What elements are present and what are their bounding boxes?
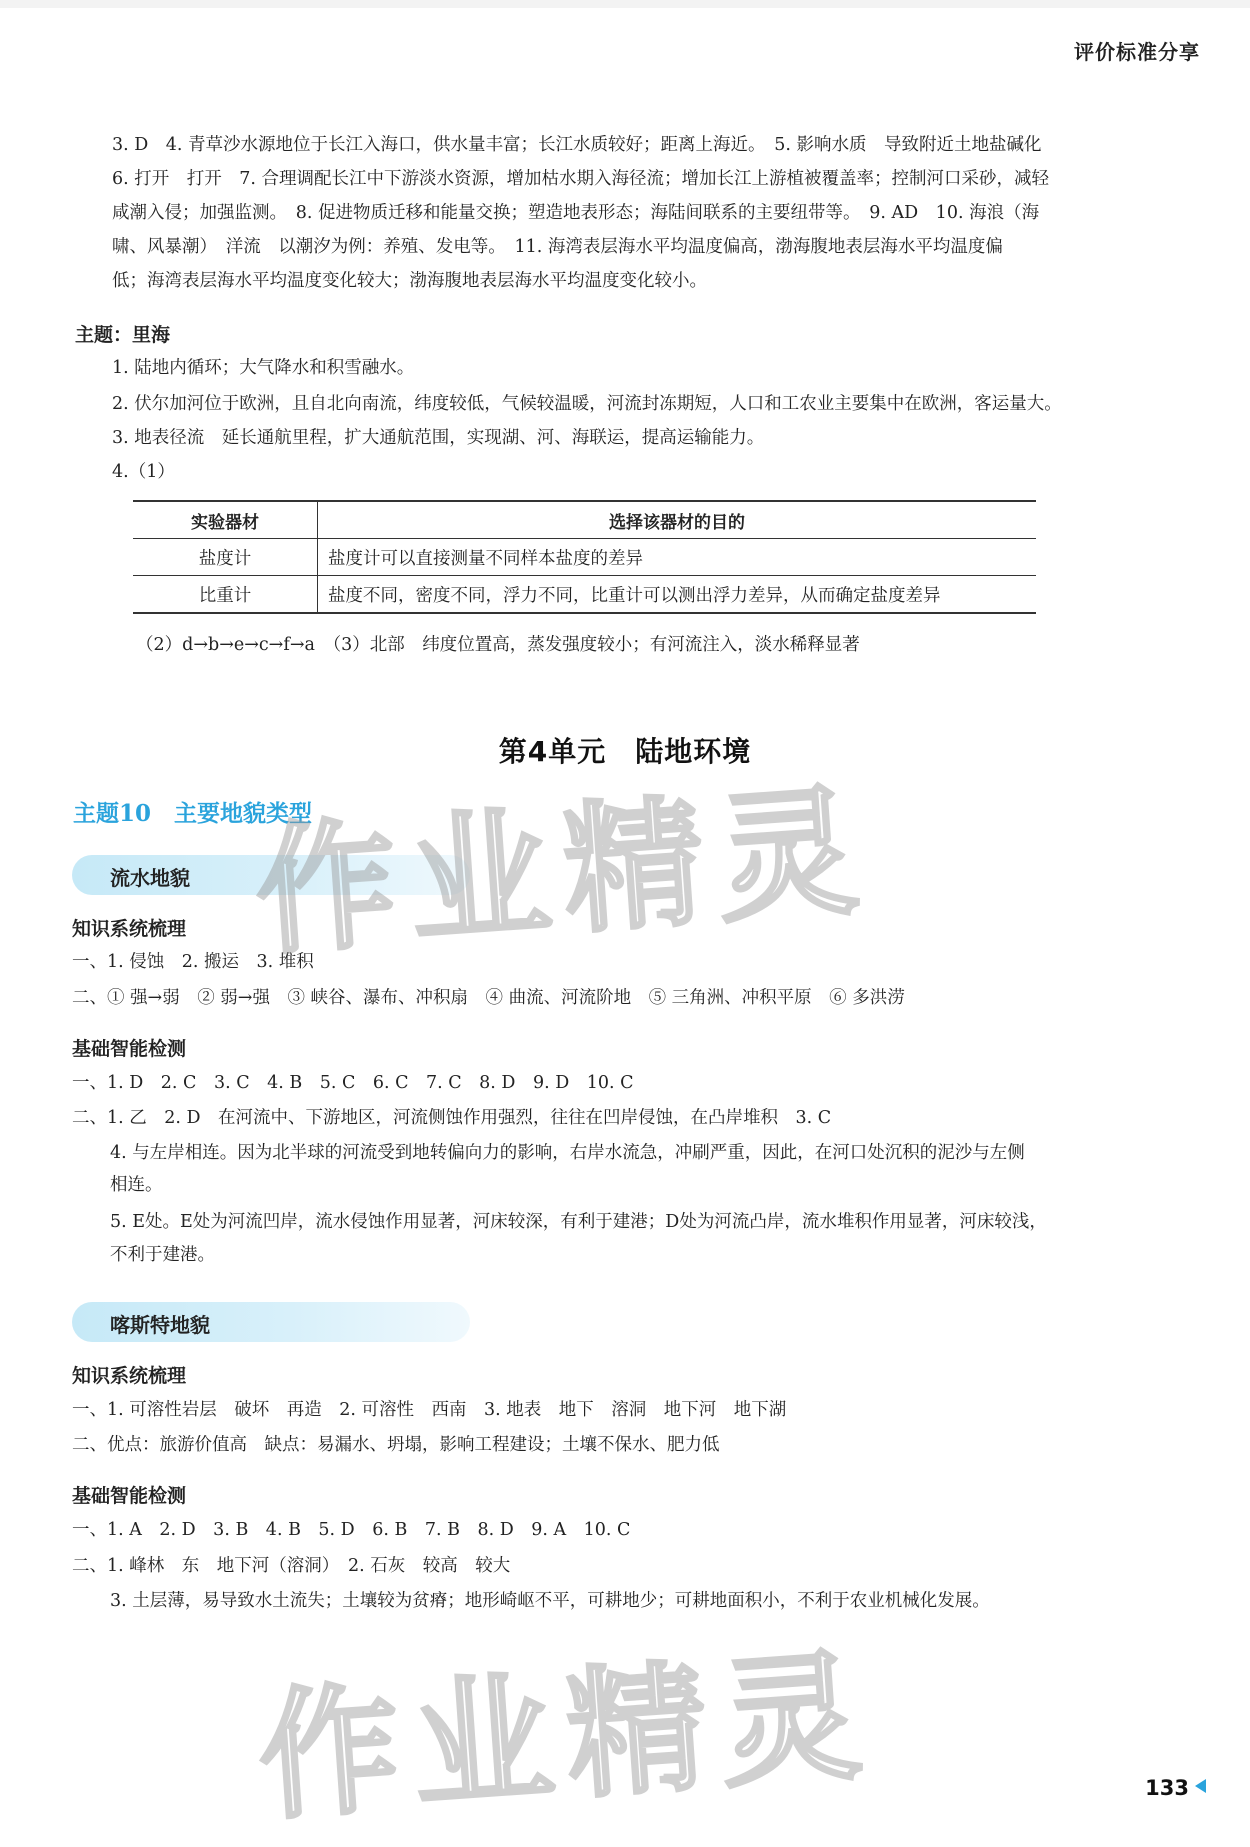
- watermark-logo: 作业精灵: [253, 1634, 880, 1841]
- section-pill-label: 流水地貌: [110, 866, 190, 890]
- paragraph-line: 3. D 4. 青草沙水源地位于长江入海口，供水量丰富；长江水质较好；距离上海近。 5. 影响水质 导致附近土地盐碱化: [112, 135, 1042, 155]
- paragraph-line: 低；海湾表层海水平均温度变化较大；渤海腹地表层海水平均温度变化较小。: [112, 271, 707, 291]
- knowledge-heading: 知识系统梳理: [72, 1365, 187, 1387]
- paragraph-line: 一、1. D 2. C 3. C 4. B 5. C 6. C 7. C 8. D 9. D 10. C: [72, 1073, 634, 1093]
- table-cell: 盐度计: [133, 539, 318, 576]
- top-edge: [0, 0, 1250, 8]
- paragraph-line: 4. 与左岸相连。因为北半球的河流受到地转偏向力的影响，右岸水流急，冲刷严重，因此，在河口处沉积的泥沙与左侧: [110, 1143, 1025, 1163]
- knowledge-heading: 知识系统梳理: [72, 918, 187, 940]
- paragraph-line: 啸、风暴潮） 洋流 以潮汐为例：养殖、发电等。 11. 海湾表层海水平均温度偏高，渤海腹地表层海水平均温度偏: [112, 237, 1003, 257]
- paragraph-line: 3. 土层薄，易导致水土流失；土壤较为贫瘠；地形崎岖不平，可耕地少；可耕地面积小，不利于农业机械化发展。: [110, 1591, 990, 1611]
- triangle-left-icon: [1195, 1779, 1206, 1793]
- experiment-table: [133, 500, 1036, 614]
- table-header-row: [133, 501, 1036, 539]
- paragraph-line: 二、优点：旅游价值高 缺点：易漏水、坍塌，影响工程建设；土壤不保水、肥力低: [72, 1435, 720, 1455]
- page-number: [1145, 1776, 1206, 1800]
- table-row: [133, 576, 1036, 614]
- paragraph-line: 6. 打开 打开 7. 合理调配长江中下游淡水资源，增加枯水期入海径流；增加长江上游植被覆盖率；控制河口采砂，减轻: [112, 169, 1050, 189]
- test-heading: 基础智能检测: [72, 1038, 187, 1060]
- paragraph-line: 5. E处。E处为河流凹岸，流水侵蚀作用显著，河床较深，有利于建港；D处为河流凸岸，流水堆积作用显著，河床较浅，: [110, 1212, 1047, 1232]
- paragraph-line: 二、① 强→弱 ② 弱→强 ③ 峡谷、瀑布、冲积扇 ④ 曲流、河流阶地 ⑤ 三角洲、冲积平原 ⑥ 多洪涝: [72, 988, 905, 1008]
- column-header: 选择该器材的目的: [609, 512, 745, 533]
- topic-title: 主题10 主要地貌类型: [73, 800, 313, 827]
- list-item: 1. 陆地内循环；大气降水和积雪融水。: [112, 358, 415, 378]
- paragraph-line: 咸潮入侵；加强监测。 8. 促进物质迁移和能量交换；塑造地表形态；海陆间联系的主要纽带等。 9. AD 10. 海浪（海: [112, 203, 1040, 223]
- page-number-text: 133: [1145, 1776, 1189, 1800]
- unit-title: 第4单元 陆地环境: [498, 735, 752, 768]
- table-row: [133, 539, 1036, 576]
- section-pill-karst: [72, 1302, 470, 1342]
- paragraph-line: 相连。: [110, 1175, 163, 1195]
- list-item: 4.（1）: [112, 462, 175, 482]
- paragraph-line: 一、1. 侵蚀 2. 搬运 3. 堆积: [72, 952, 314, 972]
- header-tag: 评价标准分享: [1074, 40, 1200, 64]
- caspian-heading: 主题：里海: [75, 324, 171, 346]
- paragraph-line: （2）d→b→e→c→f→a （3）北部 纬度位置高，蒸发强度较小；有河流注入，淡水稀释显著: [136, 635, 860, 655]
- test-heading: 基础智能检测: [72, 1485, 187, 1507]
- column-header: 实验器材: [133, 501, 318, 539]
- paragraph-line: 二、1. 乙 2. D 在河流中、下游地区，河流侧蚀作用强烈，往往在凹岸侵蚀，在凸岸堆积 3. C: [72, 1108, 832, 1128]
- table-cell: 盐度不同，密度不同，浮力不同，比重计可以测出浮力差异，从而确定盐度差异: [328, 585, 941, 606]
- paragraph-line: 二、1. 峰林 东 地下河（溶洞） 2. 石灰 较高 较大: [72, 1556, 511, 1576]
- paragraph-line: 不利于建港。: [110, 1245, 215, 1265]
- section-pill-label: 喀斯特地貌: [110, 1313, 210, 1337]
- list-item: 2. 伏尔加河位于欧洲，且自北向南流，纬度较低，气候较温暖，河流封冻期短，人口和工农业主要集中在欧洲，客运量大。: [112, 394, 1062, 414]
- paragraph-line: 一、1. 可溶性岩层 破坏 再造 2. 可溶性 西南 3. 地表 地下 溶洞 地下河 地下湖: [72, 1400, 787, 1420]
- table-cell: 盐度计可以直接测量不同样本盐度的差异: [328, 548, 643, 569]
- table-cell: 比重计: [133, 576, 318, 614]
- paragraph-line: 一、1. A 2. D 3. B 4. B 5. D 6. B 7. B 8. D 9. A 10. C: [72, 1520, 631, 1540]
- watermark-logo: 作业精灵: [250, 769, 877, 976]
- list-item: 3. 地表径流 延长通航里程，扩大通航范围，实现湖、河、海联运，提高运输能力。: [112, 428, 765, 448]
